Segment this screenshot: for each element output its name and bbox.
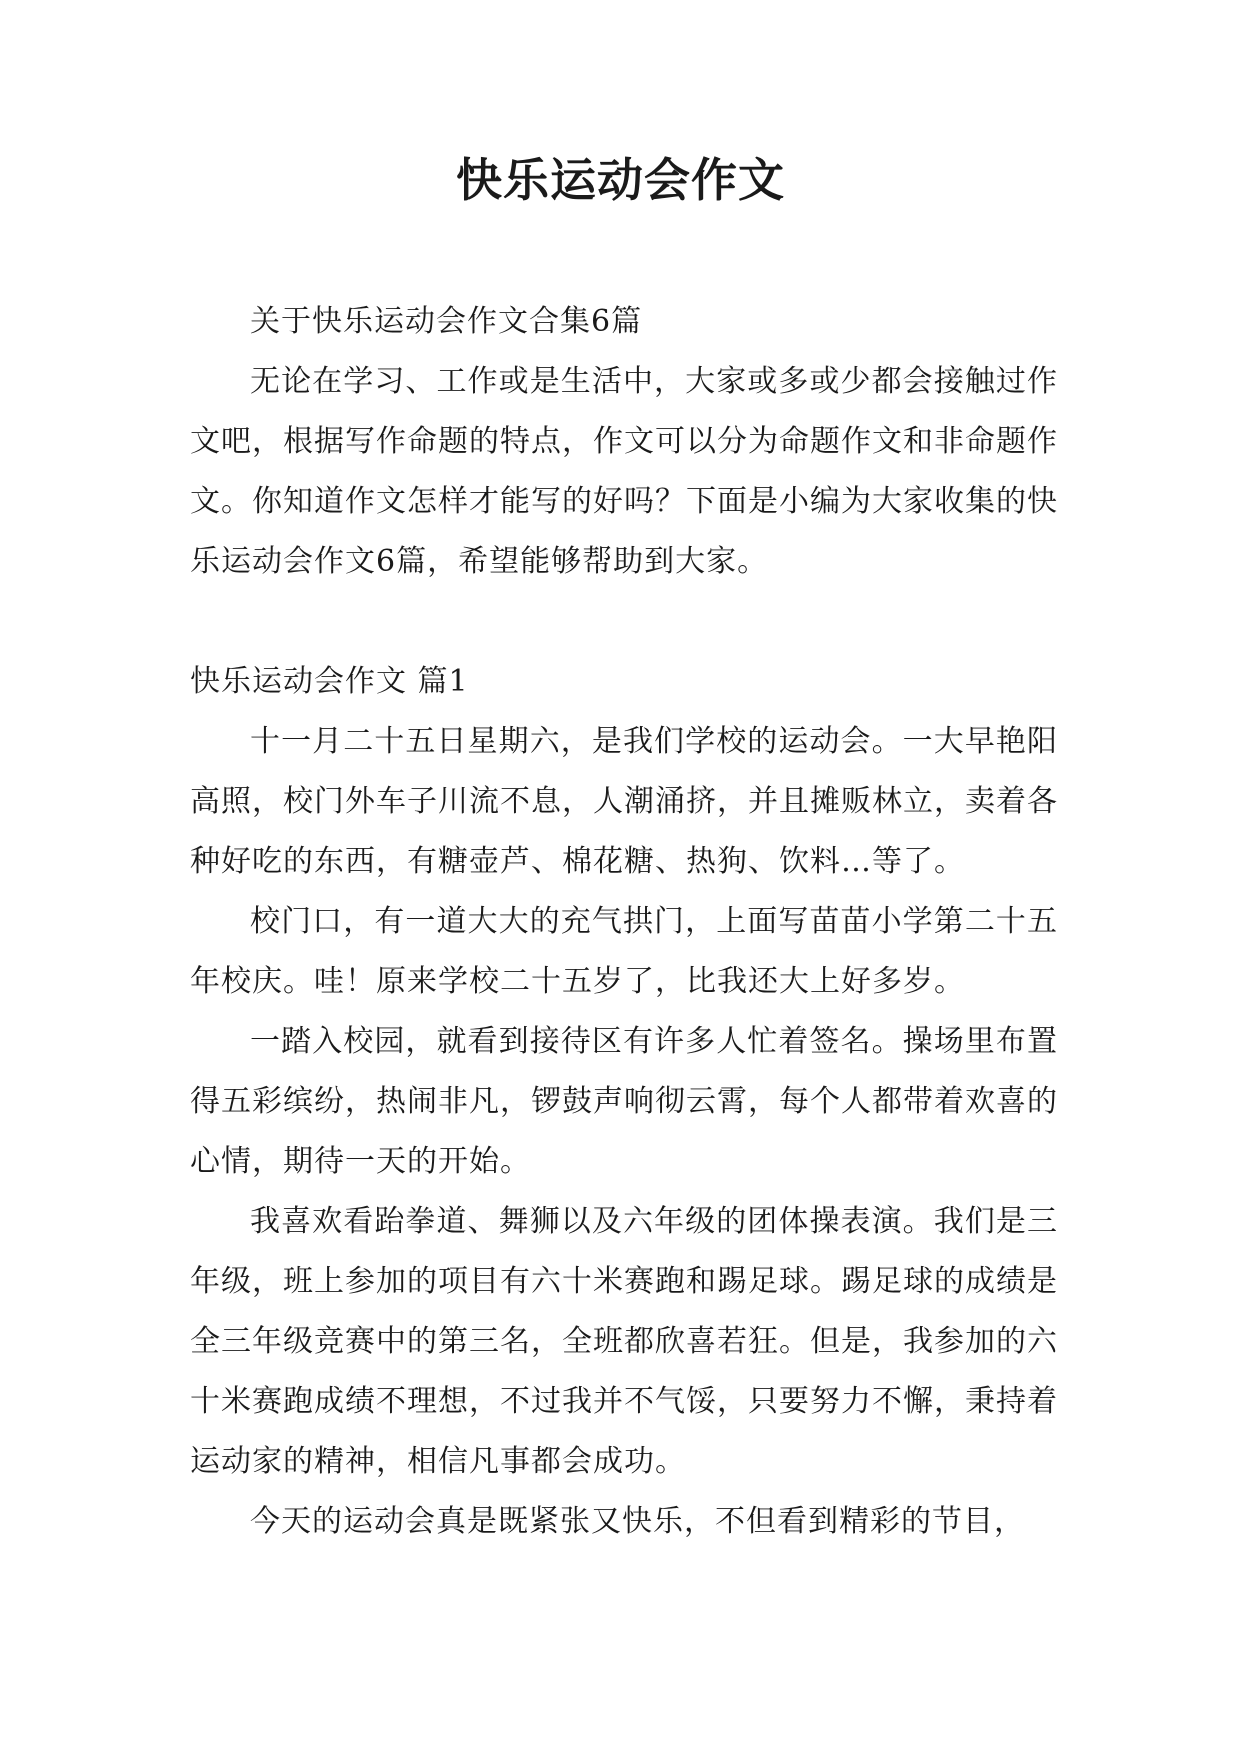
paragraph: 十一月二十五日星期六，是我们学校的运动会。一大早艳阳高照，校门外车子川流不息，人潮涌挤，并且摊贩林立，卖着各种好吃的东西，有糖壶芦、棉花糖、热狗、饮料…等了。 (190, 724, 1058, 879)
intro-heading: 关于快乐运动会作文合集6篇 (250, 304, 643, 339)
intro-paragraph: 无论在学习、工作或是生活中，大家或多或少都会接触过作文吧，根据写作命题的特点，作文可以分为命题作文和非命题作文。你知道作文怎样才能写的好吗？下面是小编为大家收集的快乐运动会作文6篇，希望能够帮助到大家。 (190, 364, 1058, 579)
document-title: 快乐运动会作文 (456, 153, 785, 207)
document-body (190, 292, 1058, 1552)
paragraph: 我喜欢看跆拳道、舞狮以及六年级的团体操表演。我们是三年级，班上参加的项目有六十米赛跑和踢足球。踢足球的成绩是全三年级竞赛中的第三名，全班都欣喜若狂。但是，我参加的六十米赛跑成绩不理想，不过我并不气馁，只要努力不懈，秉持着运动家的精神，相信凡事都会成功。 (190, 1204, 1058, 1479)
section-heading: 快乐运动会作文 篇1 (190, 664, 469, 699)
paragraph: 今天的运动会真是既紧张又快乐，不但看到精彩的节目， (250, 1504, 1025, 1539)
paragraph: 校门口，有一道大大的充气拱门，上面写苗苗小学第二十五年校庆。哇！原来学校二十五岁了，比我还大上好多岁。 (190, 904, 1058, 999)
paragraph: 一踏入校园，就看到接待区有许多人忙着签名。操场里布置得五彩缤纷，热闹非凡，锣鼓声响彻云霄，每个人都带着欢喜的心情，期待一天的开始。 (190, 1024, 1058, 1179)
